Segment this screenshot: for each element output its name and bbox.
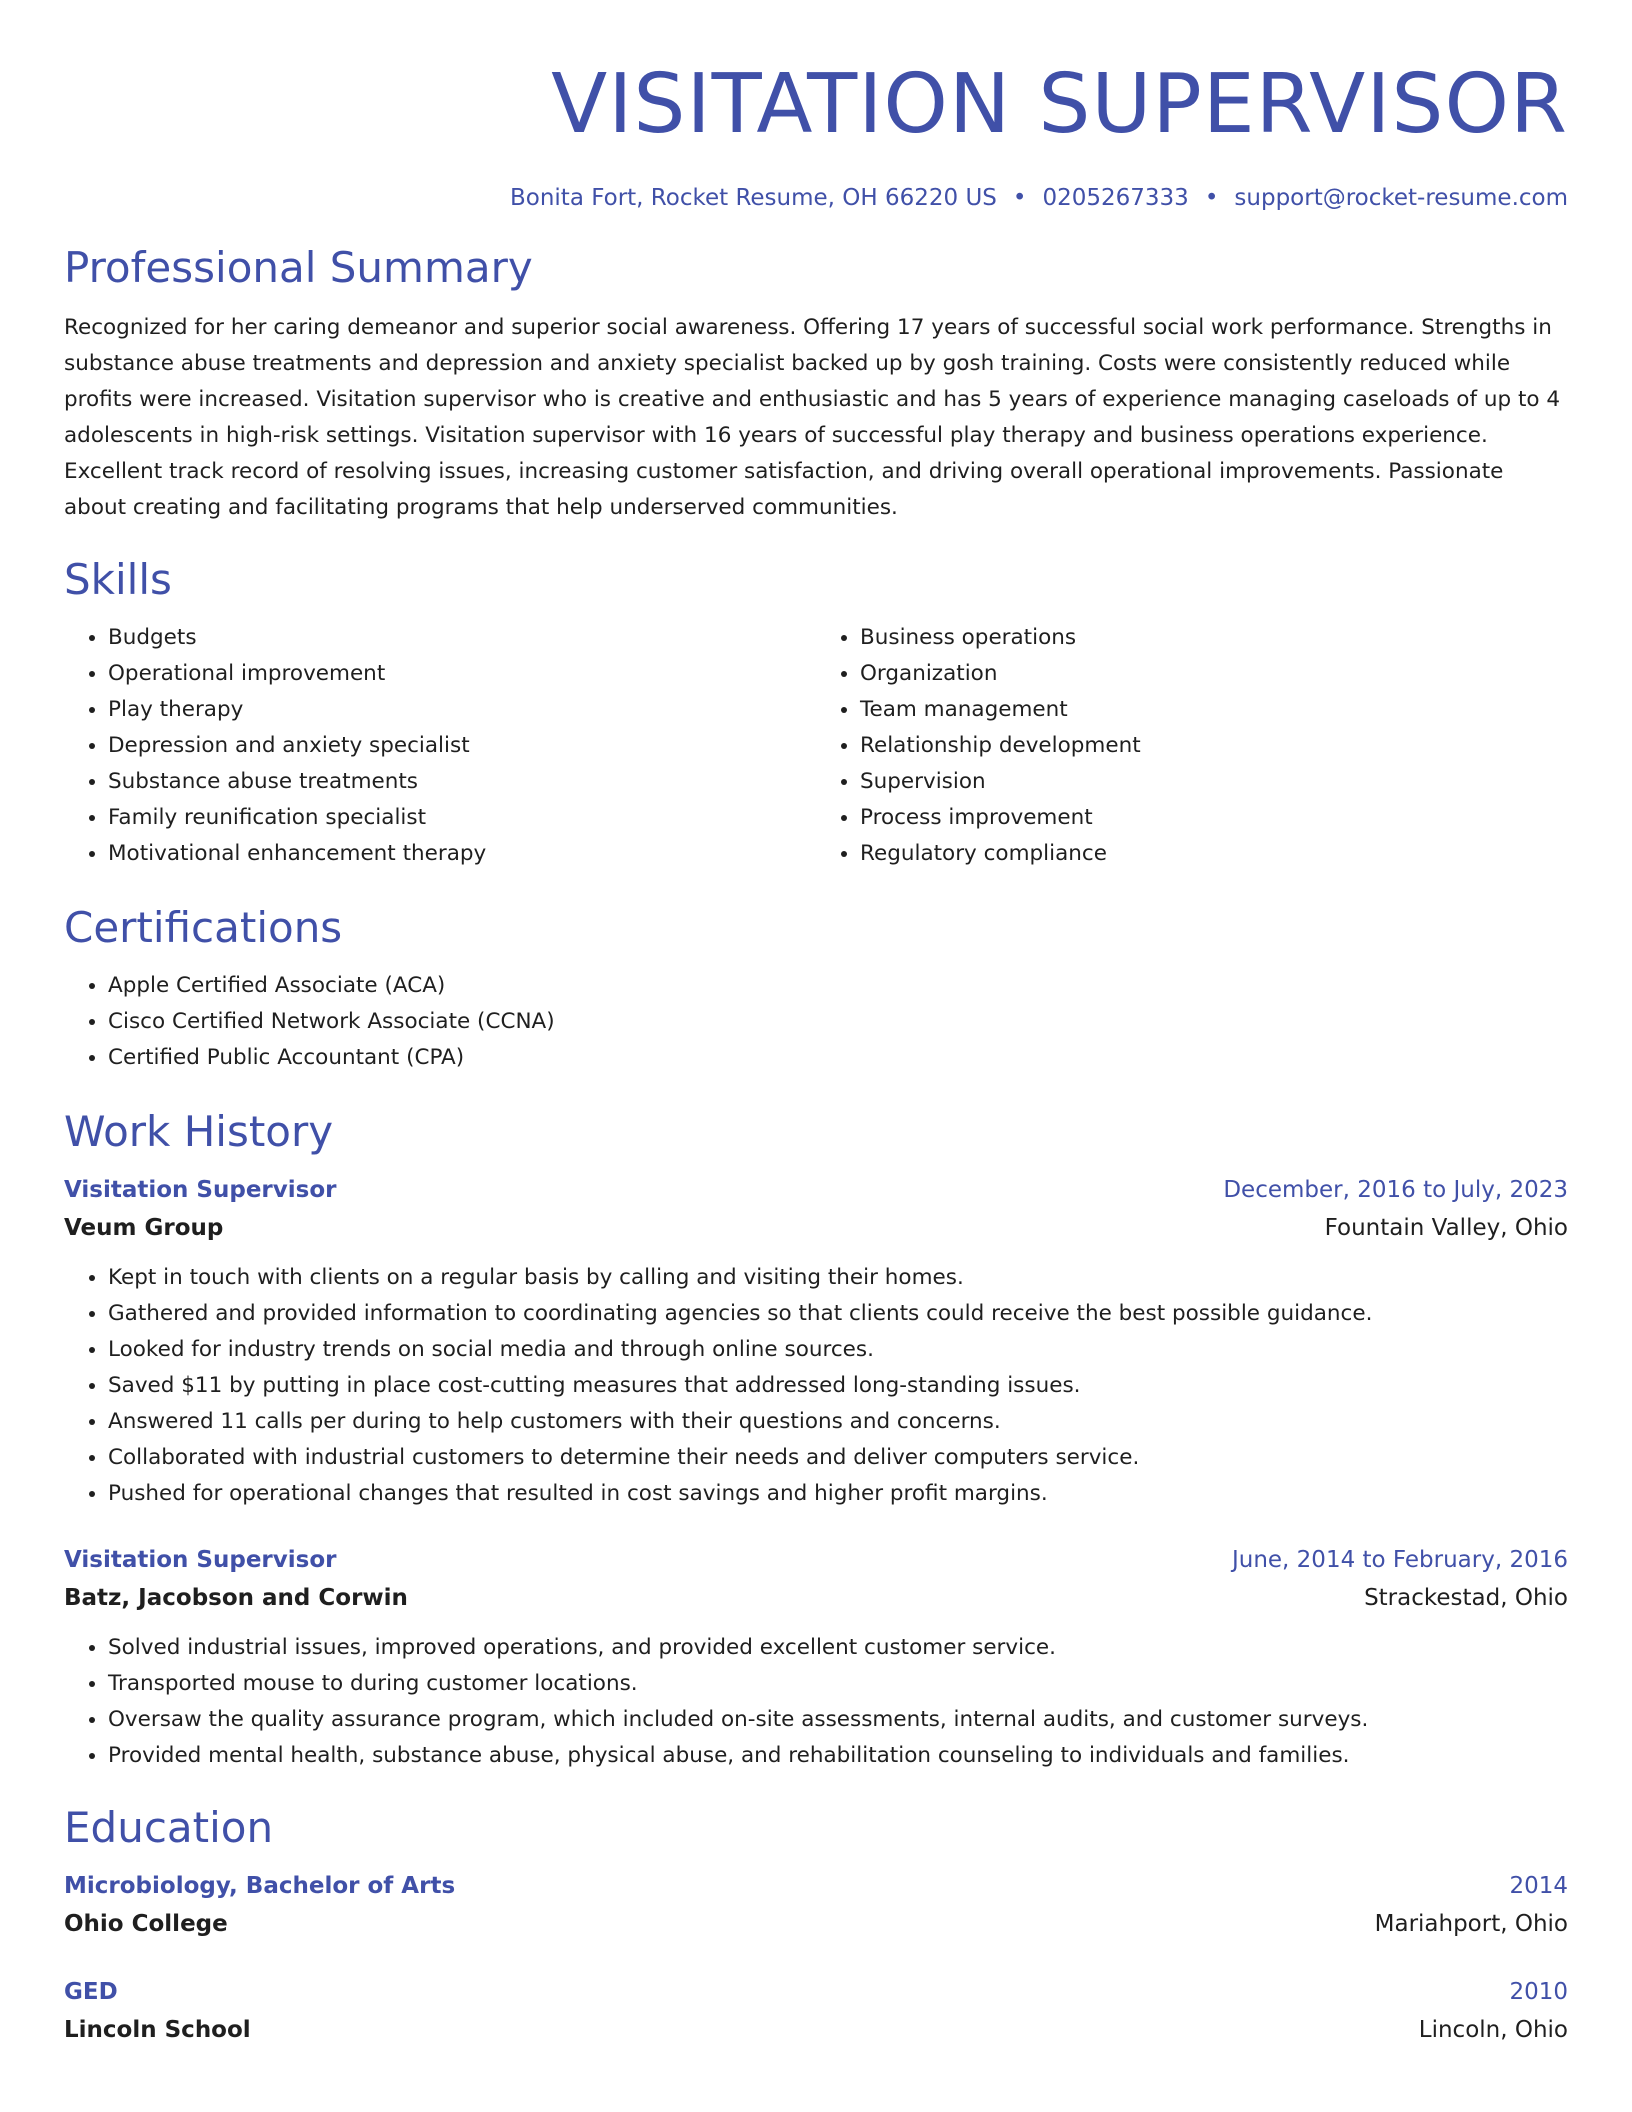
education-subheader xyxy=(64,2010,1568,2050)
education-degree: Microbiology, Bachelor of Arts xyxy=(64,1873,456,1899)
education-year: 2010 xyxy=(1509,1979,1568,2005)
skill-item: • Substance abuse treatments xyxy=(108,764,816,800)
contact-line xyxy=(64,182,1568,214)
job-bullets xyxy=(64,1260,1568,1512)
certification-item: • Apple Certified Associate (ACA) xyxy=(108,968,1568,1004)
education-location: Mariahport, Ohio xyxy=(1374,1911,1568,1937)
skill-item: • Budgets xyxy=(108,620,816,656)
certification-item: • Cisco Certified Network Associate (CCNA) xyxy=(108,1004,1568,1040)
education-subheader xyxy=(64,1904,1568,1944)
contact-phone[interactable]: 0205267333 xyxy=(1042,185,1189,211)
job-subheader xyxy=(64,1208,1568,1248)
skills-column-left xyxy=(64,620,816,872)
job-bullet: • Pushed for operational changes that resulted in cost savings and higher profit margins. xyxy=(108,1476,1568,1512)
skill-item: • Play therapy xyxy=(108,692,816,728)
certifications-heading: Certifications xyxy=(64,903,343,952)
separator-dot: • xyxy=(1204,185,1219,211)
job-title: Visitation Supervisor xyxy=(64,1547,337,1573)
job-bullet: • Transported mouse to during customer locations. xyxy=(108,1666,1568,1702)
job-bullet: • Oversaw the quality assurance program, which included on-site assessments, internal audits, and customer surveys. xyxy=(108,1702,1568,1738)
job-bullet: • Gathered and provided information to coordinating agencies so that clients could receive the best possible guidance. xyxy=(108,1296,1568,1332)
job-dates: December, 2016 to July, 2023 xyxy=(1223,1177,1568,1203)
job-entry xyxy=(64,1172,1568,1512)
skill-item: • Business operations xyxy=(860,620,1568,656)
education-location: Lincoln, Ohio xyxy=(1418,2017,1568,2043)
skill-item: • Relationship development xyxy=(860,728,1568,764)
skill-item: • Team management xyxy=(860,692,1568,728)
job-bullet: • Solved industrial issues, improved operations, and provided excellent customer service. xyxy=(108,1630,1568,1666)
job-location: Fountain Valley, Ohio xyxy=(1324,1215,1568,1241)
job-location: Strackestad, Ohio xyxy=(1364,1585,1568,1611)
job-bullet: • Looked for industry trends on social media and through online sources. xyxy=(108,1332,1568,1368)
skill-item: • Regulatory compliance xyxy=(860,836,1568,872)
certification-item: • Certified Public Accountant (CPA) xyxy=(108,1040,1568,1076)
job-header xyxy=(64,1542,1568,1578)
job-dates: June, 2014 to February, 2016 xyxy=(1231,1547,1568,1573)
skills-list xyxy=(64,620,1568,872)
work-history-heading: Work History xyxy=(64,1107,334,1156)
job-bullet: • Answered 11 calls per during to help customers with their questions and concerns. xyxy=(108,1404,1568,1440)
skill-item: • Family reunification specialist xyxy=(108,800,816,836)
contact-email[interactable]: support@rocket-resume.com xyxy=(1234,185,1568,211)
education-header xyxy=(64,1974,1568,2010)
separator-dot: • xyxy=(1012,185,1027,211)
job-entry xyxy=(64,1542,1568,1774)
education-heading: Education xyxy=(64,1803,274,1852)
education-degree: GED xyxy=(64,1979,118,2005)
job-header xyxy=(64,1172,1568,1208)
education-entry xyxy=(64,1974,1568,2050)
education-school: Lincoln School xyxy=(64,2017,251,2043)
education-header xyxy=(64,1868,1568,1904)
job-company: Veum Group xyxy=(64,1215,224,1241)
skill-item: • Supervision xyxy=(860,764,1568,800)
skill-item: • Process improvement xyxy=(860,800,1568,836)
job-subheader xyxy=(64,1578,1568,1618)
skill-item: • Motivational enhancement therapy xyxy=(108,836,816,872)
education-school: Ohio College xyxy=(64,1911,228,1937)
job-bullet: • Provided mental health, substance abuse, physical abuse, and rehabilitation counseling to individuals and families. xyxy=(108,1738,1568,1774)
job-bullet: • Saved $11 by putting in place cost-cutting measures that addressed long-standing issues. xyxy=(108,1368,1568,1404)
skills-column-right xyxy=(816,620,1568,872)
summary-text: Recognized for her caring demeanor and superior social awareness. Offering 17 years of successful social work performance. Strengths in substance abuse treatments and depression and anxiety specialist backed up by gosh training. Costs were consistently reduced while profits were increased. Visitation supervisor who is creative and enthusiastic and has 5 years of experience managing caseloads of up to 4 adolescents in high-risk settings. Visitation supervisor with 16 years of successful play therapy and business operations experience. Excellent track record of resolving issues, increasing customer satisfaction, and driving overall operational improvements. Passionate about creating and facilitating programs that help underserved communities. xyxy=(64,315,1561,520)
certifications-list xyxy=(64,968,1568,1076)
job-bullet: • Kept in touch with clients on a regular basis by calling and visiting their homes. xyxy=(108,1260,1568,1296)
job-title: Visitation Supervisor xyxy=(64,1177,337,1203)
skill-item: • Operational improvement xyxy=(108,656,816,692)
education-entry xyxy=(64,1868,1568,1944)
job-company: Batz, Jacobson and Corwin xyxy=(64,1585,408,1611)
skill-item: • Depression and anxiety specialist xyxy=(108,728,816,764)
contact-address: Bonita Fort, Rocket Resume, OH 66220 US xyxy=(509,185,997,211)
education-year: 2014 xyxy=(1509,1873,1568,1899)
candidate-title: VISITATION SUPERVISOR xyxy=(551,57,1568,152)
summary-heading: Professional Summary xyxy=(64,243,533,292)
skill-item: • Organization xyxy=(860,656,1568,692)
skills-heading: Skills xyxy=(64,555,172,604)
job-bullets xyxy=(64,1630,1568,1774)
job-bullet: • Collaborated with industrial customers to determine their needs and deliver computers service. xyxy=(108,1440,1568,1476)
